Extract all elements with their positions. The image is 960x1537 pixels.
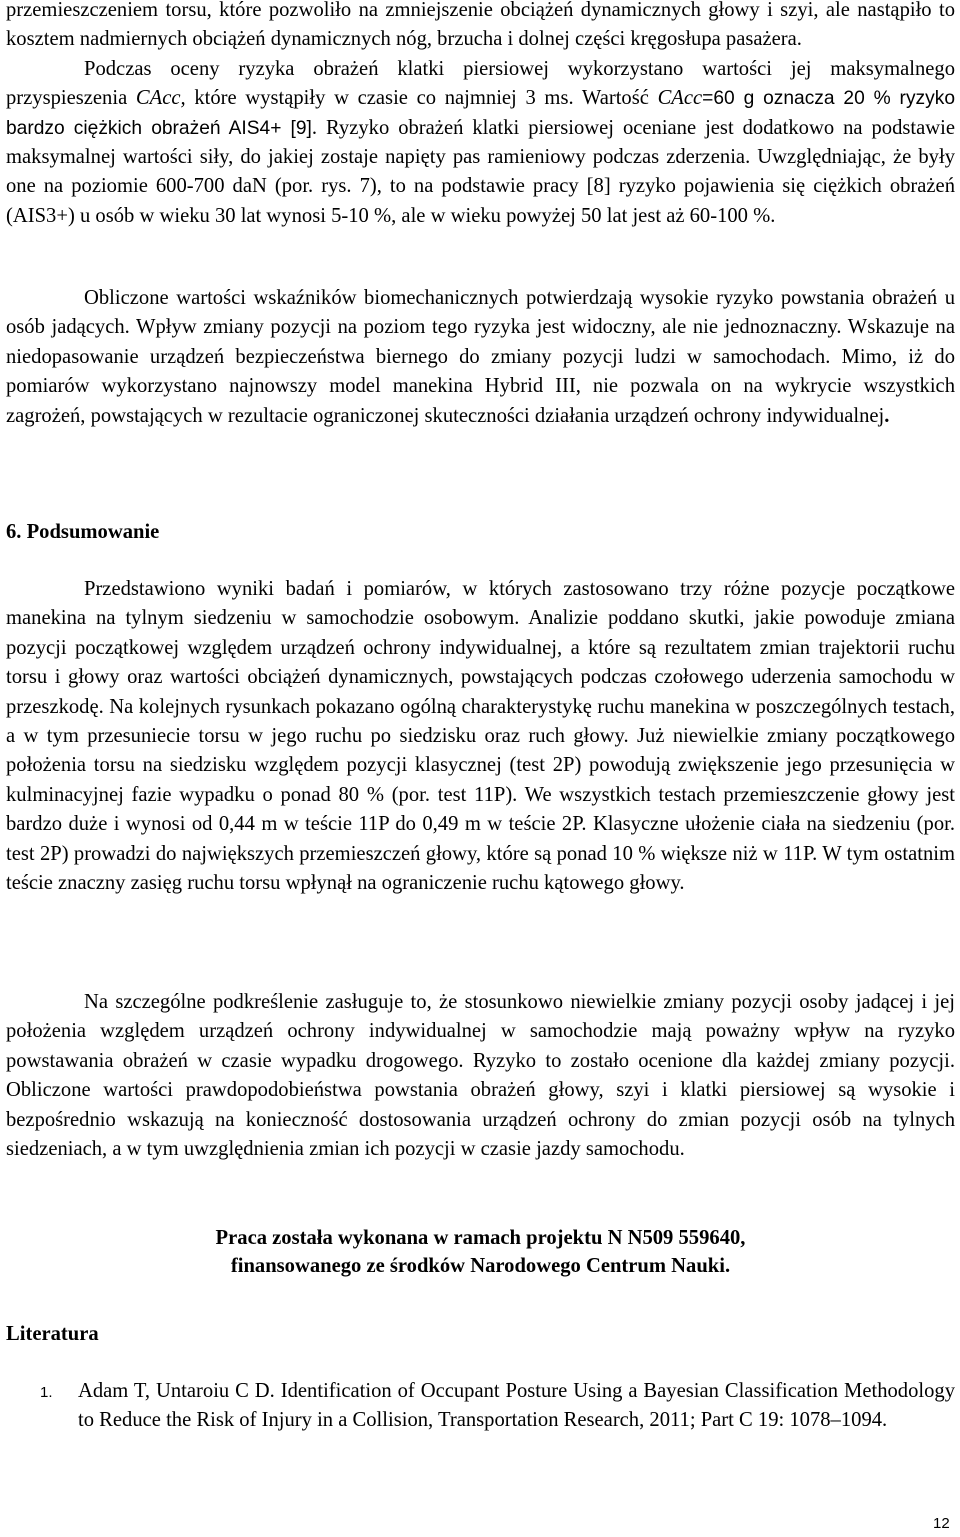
intro-text-2a: Podczas oceny ryzyka obrażeń klatki piersiowej wykorzystano wartości jej maksymalnego przyspieszenia — [6, 57, 955, 110]
intro-text-2e: =60 g oznacza 20 % ryzyko bardzo ciężkich obrażeń AIS4+ [9] — [6, 88, 955, 139]
funding-line-2: finansowanego ze środków Narodowego Centrum Nauki. — [230, 1255, 731, 1277]
reference-item — [6, 1377, 955, 1436]
intro-cacc-italic-2: CAcc — [657, 87, 703, 110]
reference-number: 1. — [40, 1384, 53, 1401]
funding-note — [6, 1224, 955, 1280]
conclusions-paragraph — [6, 284, 955, 431]
funding-line-1: Praca została wykonana w ramach projektu N N509 559640, — [215, 1227, 746, 1249]
literature-heading: Literatura — [6, 1323, 99, 1345]
reference-list — [6, 1377, 955, 1436]
section-heading: 6. Podsumowanie — [6, 521, 160, 543]
summary-paragraph-2: Na szczególne podkreślenie zasługuje to, że stosunkowo niewielkie zmiany pozycji osoby jadącej i jej położenia względem urządzeń ochrony indywidualnej w samochodzie mają poważny wpływ na ryzyko powstawania obrażeń w czasie wypadku drogowego. Ryzyko to zostało ocenione dla każdej zmiany pozycji. Obliczone wartości prawdopodobieństwa powstania obrażeń głowy, szyi i klatki piersiowej są wysokie i bezpośrednio wskazują na konieczność dostosowania urządzeń ochrony do zmian pozycji osób na tylnych siedzeniach, a w tym uwzględnienia zmian ich pozycji w czasie jazdy samochodu. — [6, 991, 955, 1161]
intro-text-2c: które wystąpiły w czasie co najmniej 3 ms. Wartość — [185, 87, 658, 110]
intro-cacc-italic: CAcc, — [135, 87, 186, 110]
conclusions-text: Obliczone wartości wskaźników biomechanicznych potwierdzają wysokie ryzyko powstania obrażeń u osób jadących. Wpływ zmiany pozycji na poziom tego ryzyka jest widoczny, ale nie jednoznaczny. Wskazuje na niedopasowanie urządzeń bezpieczeństwa biernego do zmiany pozycji ludzi w samochodach. Mimo, iż do pomiarów wykorzystano najnowszy model manekina Hybrid III, nie pozwala on na wykrycie wszystkich zagrożeń, powstających w rezultacie ograniczonej skuteczności działania urządzeń ochrony indywidualnej — [6, 287, 955, 427]
summary-paragraph-1: Przedstawiono wyniki badań i pomiarów, w których zastosowano trzy różne pozycje początkowe manekina na tylnym siedzeniu w samochodzie osobowym. Analizie poddano skutki, jakie powoduje zmiana pozycji początkowej względem urządzeń ochrony indywidualnej, a które są rezultatem zmian trajektorii ruchu torsu i głowy oraz wartości obciążeń dynamicznych, powstających podczas czołowego uderzenia samochodu w przeszkodę. Na kolejnych rysunkach pokazano ogólną charakterystykę ruchu manekina w poszczególnych testach, a w tym przesuniecie torsu w jego ruchu po siedzisku oraz ruch głowy. Już niewielkie zmiany początkowego położenia torsu na siedzisku względem pozycji klasycznej (test 2P) powodują zwiększenie jego przesunięcia w kulminacyjnej fazie wypadku o ponad 80 % (por. test 11P). We wszystkich testach przemieszczenie głowy jest bardzo duże i wynosi od 0,44 m w teście 11P do 0,49 m w teście 2P. Klasyczne ułożenie ciała na siedzeniu (por. test 2P) prowadzi do największych przemieszczeń głowy, które są ponad 10 % większe niż w 11P. W tym ostatnim teście znaczny zasięg ruchu torsu wpłynął na ograniczenie ruchu kątowego głowy. — [6, 578, 955, 895]
conclusions-end: . — [884, 404, 890, 427]
intro-text-1: przemieszczeniem torsu, które pozwoliło na zmniejszenie obciążeń dynamicznych głowy i szyi, ale nastąpiło to kosztem nadmiernych obciążeń dynamicznych nóg, brzucha i dolnej części kręgosłupa pasażera. — [6, 0, 955, 51]
intro-text-2f: . Ryzyko obrażeń klatki piersiowej oceniane jest dodatkowo na podstawie maksymalnej wartości siły, do jakiej zostaje napięty pas ramieniowy podczas zderzenia. Uwzględniając, że były one na poziomie 600-700 daN (por. rys. 7), to na podstawie pracy [8] ryzyko pojawienia się ciężkich obrażeń (AIS3+) u osób w wieku 30 lat wynosi 5-10 %, ale w wieku powyżej 50 lat jest aż 60-100 %. — [6, 116, 955, 227]
page-number: 12 — [933, 1515, 950, 1532]
intro-paragraph — [6, 0, 955, 231]
reference-text: Adam T, Untaroiu C D. Identification of Occupant Posture Using a Bayesian Classification Methodology to Reduce the Risk of Injury in a Collision, Transportation Research, 2011; Part C 19: 1078–1094. — [78, 1380, 955, 1432]
